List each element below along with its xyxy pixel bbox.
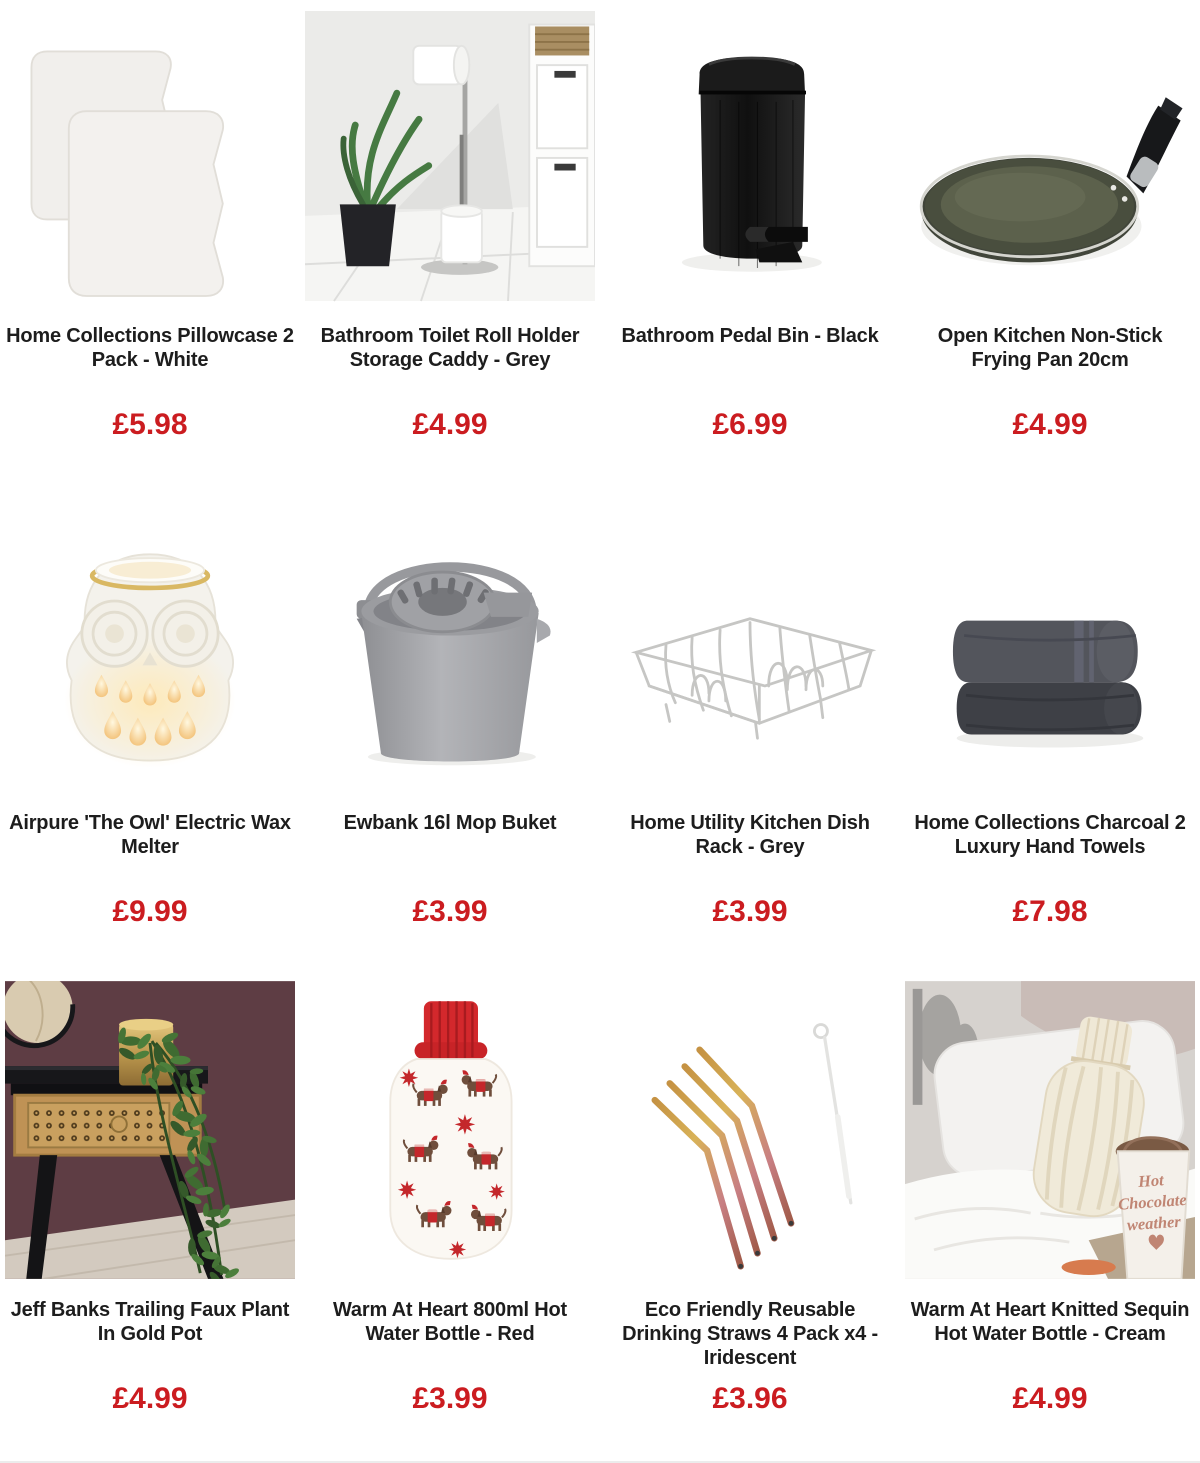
product-price: £4.99: [1012, 408, 1088, 441]
product-card-faux-plant[interactable]: [0, 974, 300, 1461]
toilet-roll-caddy-image: [304, 6, 596, 306]
product-card-owl-wax-melter[interactable]: [0, 487, 300, 974]
product-title: Airpure 'The Owl' Electric Wax Melter: [9, 812, 291, 858]
mop-bucket-image: [304, 493, 596, 793]
straws-image: [604, 980, 896, 1280]
product-card-toilet-roll-caddy[interactable]: [300, 0, 600, 487]
product-title: Open Kitchen Non-Stick Frying Pan 20cm: [937, 325, 1163, 371]
hot-water-bottle-red-image: [304, 980, 596, 1280]
product-card-frying-pan[interactable]: [900, 0, 1200, 487]
product-price: £3.99: [712, 895, 788, 928]
product-card-dish-rack[interactable]: [600, 487, 900, 974]
product-price: £4.99: [1012, 1382, 1088, 1415]
product-card-hot-water-bottle-cream[interactable]: [900, 974, 1200, 1461]
product-price: £4.99: [112, 1382, 188, 1415]
product-price: £3.99: [412, 895, 488, 928]
product-title: Home Collections Charcoal 2 Luxury Hand Towels: [914, 812, 1186, 858]
product-price: £3.96: [712, 1382, 788, 1415]
product-title: Warm At Heart 800ml Hot Water Bottle - Red: [333, 1299, 567, 1345]
product-title: Home Collections Pillowcase 2 Pack - White: [6, 325, 294, 371]
product-title: Bathroom Toilet Roll Holder Storage Caddy - Grey: [320, 325, 580, 371]
product-title: Eco Friendly Reusable Drinking Straws 4 Pack x4 - Iridescent: [622, 1299, 878, 1369]
mug-text-line1: Hot: [1137, 1170, 1165, 1191]
product-title: Ewbank 16l Mop Buket: [343, 812, 557, 834]
product-title: Bathroom Pedal Bin - Black: [621, 325, 879, 347]
faux-plant-image: [4, 980, 296, 1280]
product-card-hand-towels[interactable]: [900, 487, 1200, 974]
product-title: Home Utility Kitchen Dish Rack - Grey: [630, 812, 870, 858]
product-price: £6.99: [712, 408, 788, 441]
product-price: £7.98: [1012, 895, 1088, 928]
frying-pan-image: [904, 6, 1196, 306]
product-price: £4.99: [412, 408, 488, 441]
product-card-pillowcase-2-pack[interactable]: [0, 0, 300, 487]
dish-rack-image: [604, 493, 896, 793]
product-card-hot-water-bottle-red[interactable]: [300, 974, 600, 1461]
mug-text-line2: Chocolate: [1117, 1189, 1188, 1214]
wax-melter-image: [4, 493, 296, 793]
product-title: Jeff Banks Trailing Faux Plant In Gold Pot: [10, 1299, 290, 1345]
product-price: £9.99: [112, 895, 188, 928]
product-price: £3.99: [412, 1382, 488, 1415]
hot-water-bottle-cream-image: [904, 980, 1196, 1280]
product-title: Warm At Heart Knitted Sequin Hot Water Bottle - Cream: [910, 1299, 1190, 1345]
product-card-pedal-bin[interactable]: [600, 0, 900, 487]
product-card-mop-bucket[interactable]: [300, 487, 600, 974]
product-card-reusable-straws[interactable]: [600, 974, 900, 1461]
product-price: £5.98: [112, 408, 188, 441]
pedal-bin-image: [604, 6, 896, 306]
mug-text-line3: weather: [1126, 1211, 1182, 1235]
pillowcase-image: [4, 6, 296, 306]
hand-towels-image: [904, 493, 1196, 793]
